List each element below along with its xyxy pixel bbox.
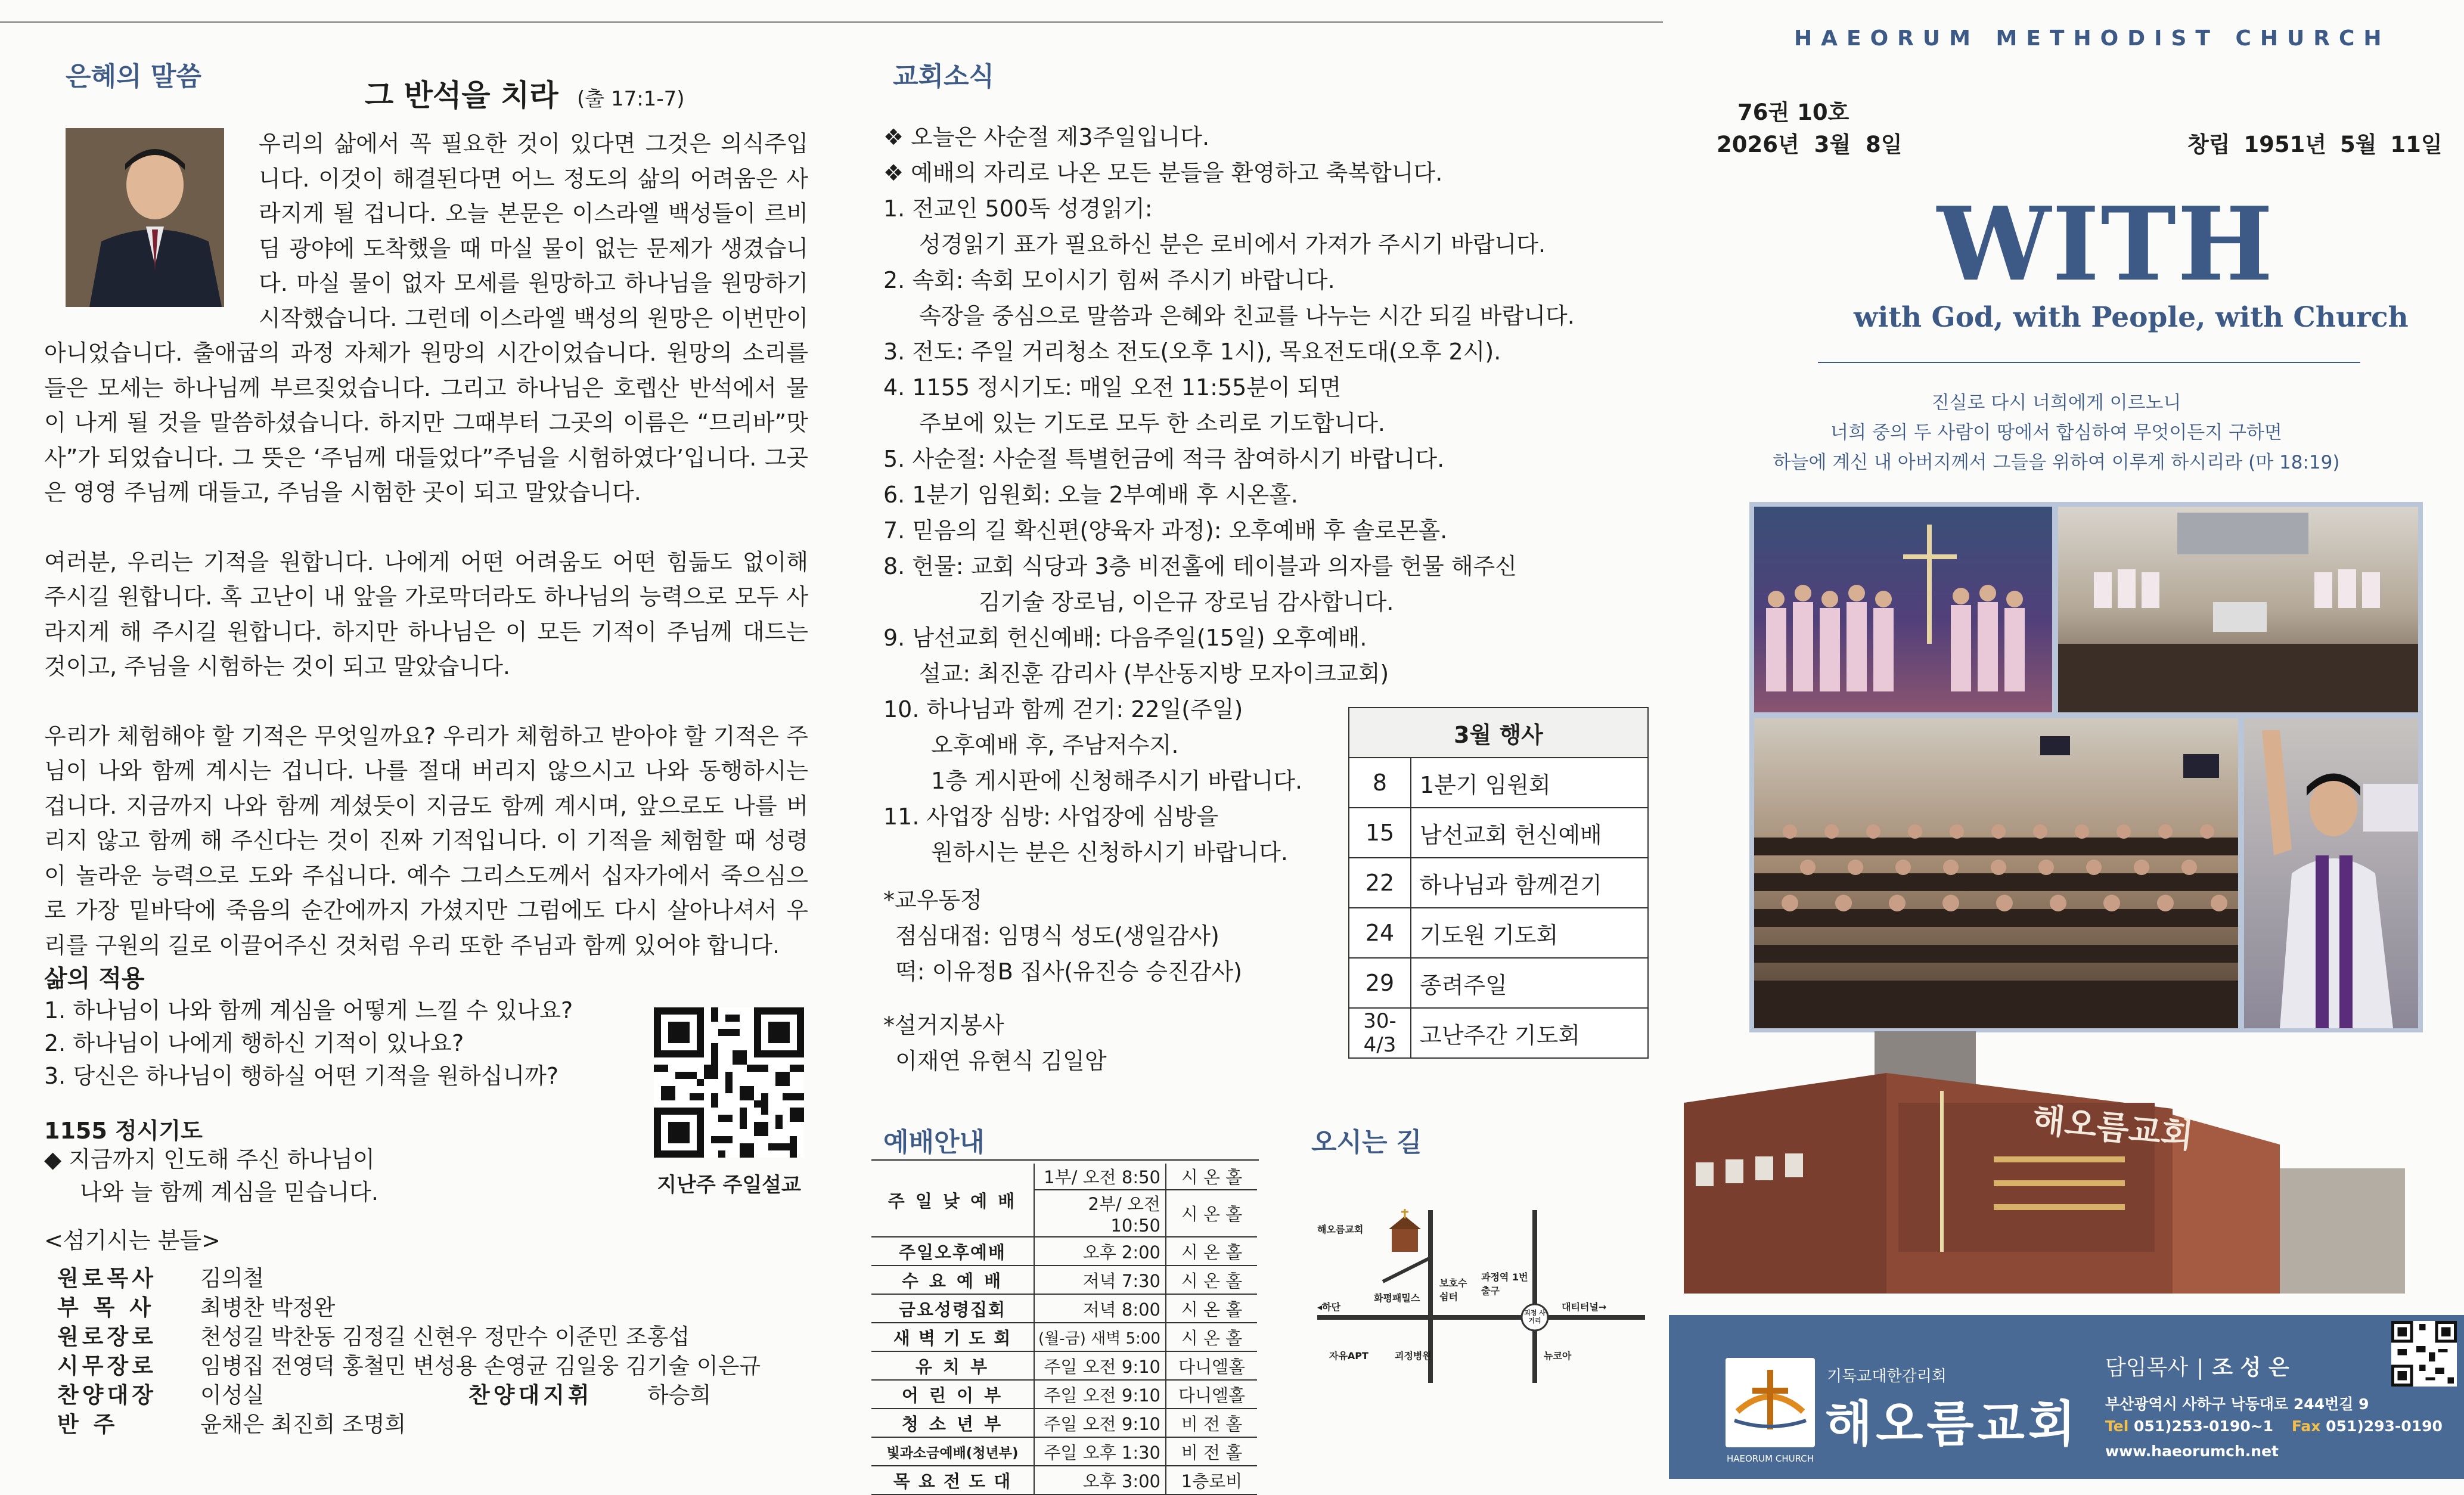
- map-label-intersection: 괴정 사거리: [1524, 1309, 1546, 1325]
- servant-row: 반 주 윤채은 최진희 조명희: [57, 1412, 406, 1437]
- news-item: 속장을 중심으로 말씀과 은혜와 친교를 나누는 시간 되길 바랍니다.: [919, 303, 1575, 329]
- sermon-ref: (출 17:1-7): [577, 87, 685, 111]
- events-table: [1348, 707, 1649, 1059]
- event-row: 22 하나님과 함께걷기: [1349, 858, 1648, 908]
- choir-role: 찬양대지휘: [468, 1382, 593, 1408]
- verse-line: 너희 중의 두 사람이 땅에서 합심하여 무엇이든지 구하면: [1830, 422, 2282, 443]
- website[interactable]: www.haeorumch.net: [2105, 1443, 2279, 1460]
- church-logo: [1726, 1358, 1815, 1447]
- church-building-image: [1684, 1031, 2459, 1317]
- fellowship-title: *교우동정: [883, 887, 982, 913]
- news-item: 주보에 있는 기도로 모두 한 소리로 기도합니다.: [919, 410, 1386, 436]
- map-label-jayu: 자유APT: [1329, 1350, 1368, 1361]
- news-item: 설교: 최진훈 감리사 (부산동지방 모자이크교회): [919, 660, 1389, 687]
- news-item: 10. 하나님과 함께 걷기: 22일(주일): [883, 696, 1243, 722]
- founded-date: 창립 1951년 5월 11일: [2187, 132, 2443, 157]
- footer-church-name: 해오름교회: [1825, 1396, 2080, 1453]
- sermon-paragraph-1: 우리의 삶에서 꼭 필요한 것이 있다면 그것은 의식주입니다. 이것이 해결된다면 어느 정도의 삶의 어려움은 사라지게 될 겁니다. 오늘 본문은 이스라엘 백성들이 르비딤 광야에 도착했을 때 마실 물이 없는 문제가 생겼습니다. 마실 물이 없자 모세를 원망하고 하나님을 원망하기 시작했습니다. 그런데 이스라엘 백성의 원망은 이번만이 아니었습니다. 출애굽의 과정 자체가 원망의 시간이었습니다. 원망의 소리를 들은 모세는 하나님께 부르짖었습니다. 그리고 하나님은 호렙산 반석에서 물이 나게 될 것을 말씀하셨습니다. 하지만 그때부터 그곳의 이름은 “므리바”맛사”가 되었습니다. 그 뜻은 ‘주님께 대들었다”주님을 시험하였다’입니다. 그곳은 영영 주님께 대들고, 주님을 시험한 곳이 되고 말았습니다.: [44, 131, 808, 505]
- worship-row: 새 벽 기 도 회 (월-금) 새벽 5:00 시 온 홀: [871, 1323, 1257, 1351]
- pastor-line: 담임목사 | 조 성 은: [2105, 1356, 2289, 1380]
- sermon-title: 그 반석을 치라 (출 17:1-7): [365, 78, 685, 113]
- worship-table: [871, 1164, 1257, 1495]
- news-item: 4. 1155 정시기도: 매일 오전 11:55분이 되면: [883, 374, 1342, 401]
- news-item: 5. 사순절: 사순절 특별헌금에 적극 참여하시기 바랍니다.: [883, 446, 1445, 472]
- photo-collage: [1749, 502, 2423, 1032]
- fellowship-section: *교우동정 점심대접: 임명식 성도(생일감사) 떡: 이유정B 집사(유진승 승진감사) *설거지봉사 이재연 유현식 김일암: [883, 882, 1242, 1079]
- news-item: 11. 사업장 심방: 사업장에 심방을: [883, 804, 1219, 830]
- news-item: 7. 믿음의 길 확신편(양육자 과정): 오후예배 후 솔로몬홀.: [883, 517, 1448, 544]
- church-address: 부산광역시 사하구 낙동대로 244번길 9: [2105, 1395, 2369, 1413]
- dish-title: *설거지봉사: [883, 1012, 1004, 1038]
- worship-rule: [871, 1159, 1259, 1161]
- preacher-photo: [2244, 718, 2418, 1028]
- event-row: 15 남선교회 헌신예배: [1349, 808, 1648, 858]
- event-row: 24 기도원 기도회: [1349, 908, 1648, 958]
- directions-map: [1311, 1192, 1645, 1383]
- news-item: 6. 1분기 임원회: 오늘 2부예배 후 시온홀.: [883, 482, 1298, 508]
- top-rule: [0, 21, 1663, 23]
- news-item: 2. 속회: 속회 모이시기 힘써 주시기 바랍니다.: [883, 267, 1335, 293]
- map-label-plaza: 화평패밀스: [1374, 1292, 1420, 1304]
- application-title: 삶의 적용: [44, 965, 145, 992]
- event-row: 30-4/3 고난주간 기도회: [1349, 1008, 1648, 1058]
- worship-row: 청 소 년 부 주일 오전 9:10 비 전 홀: [871, 1409, 1257, 1437]
- sermon-qr-code[interactable]: [654, 1007, 804, 1158]
- footer-denomination: 기독교대한감리회: [1827, 1367, 1947, 1385]
- news-item: ❖ 오늘은 사순절 제3주일입니다.: [883, 124, 1210, 150]
- map-label-newkorea: 뉴코아: [1544, 1350, 1572, 1361]
- prayer-title: 1155 정시기도: [44, 1118, 203, 1144]
- map-label-gwajeong: 과정역 1번출구: [1481, 1271, 1528, 1297]
- servant-row: 부 목 사 최병찬 박정완: [57, 1295, 336, 1320]
- footer-logo-en: HAEORUM CHURCH: [1726, 1453, 1814, 1464]
- servant-row: 시무장로 임병집 전영덕 홍철민 변성용 손영균 김일웅 김기술 이은규: [57, 1353, 761, 1379]
- application-item: 3. 당신은 하나님이 행하실 어떤 기적을 원하십니까?: [44, 1063, 559, 1089]
- dish-names: 이재연 유현식 김일암: [895, 1048, 1107, 1074]
- section-label-directions: 오시는 길: [1311, 1127, 1422, 1158]
- worship-row: 빛과소금예배(청년부) 주일 오후 1:30 비 전 홀: [871, 1437, 1257, 1466]
- application-item: 1. 하나님이 나와 함께 계심을 어떻게 느낄 수 있나요?: [44, 997, 573, 1023]
- verse-line: 하늘에 계신 내 아버지께서 그들을 위하여 이루게 하시리라 (마 18:19): [1773, 452, 2340, 473]
- servant-row: 원로목사 김의철: [57, 1266, 265, 1291]
- choir-photo: [1754, 507, 2052, 712]
- news-item: 3. 전도: 주일 거리청소 전도(오후 1시), 목요전도대(오후 2시).: [883, 339, 1501, 365]
- worship-row: 금요성령집회 저녁 8:00 시 온 홀: [871, 1294, 1257, 1323]
- church-footer: [1669, 1315, 2464, 1479]
- worship-row: 주 일 낮 예 배 1부/ 오전 8:50 시 온 홀: [871, 1164, 1257, 1190]
- events-title: 3월 행사: [1349, 708, 1648, 758]
- with-tagline: with God, with People, with Church: [1854, 301, 2409, 334]
- worship-row: 어 린 이 부 주일 오전 9:10 다니엘홀: [871, 1380, 1257, 1409]
- servant-row: 원로장로 천성길 박찬동 김정길 신현우 정만수 이준민 조홍섭: [57, 1324, 690, 1350]
- servants-list: [57, 1264, 761, 1439]
- news-item: 8. 헌물: 교회 식당과 3층 비전홀에 테이블과 의자를 헌물 해주신: [883, 553, 1517, 579]
- news-item: 김기술 장로님, 이은규 장로님 감사합니다.: [979, 589, 1394, 615]
- map-label-bosu: 보호수 쉼터: [1439, 1277, 1467, 1302]
- sermon-body: [44, 126, 808, 963]
- news-item: 9. 남선교회 헌신예배: 다음주일(15일) 오후예배.: [883, 625, 1367, 651]
- issue-date: 2026년 3월 8일: [1717, 132, 1903, 157]
- application-item: 2. 하나님이 나에게 행하신 기적이 있나요?: [44, 1030, 464, 1056]
- qr-caption: 지난주 주일설교: [657, 1173, 801, 1197]
- with-logo: WITH: [1937, 185, 2274, 304]
- news-item: 원하시는 분은 신청하시기 바랍니다.: [931, 839, 1288, 866]
- map-label-daeti: 대티터널→: [1562, 1301, 1607, 1313]
- worship-row: 주일오후예배 오후 2:00 시 온 홀: [871, 1237, 1257, 1266]
- congregation-photo: [1754, 718, 2238, 1028]
- section-label-news: 교회소식: [893, 61, 995, 92]
- application-list: [44, 994, 573, 1093]
- event-row: 29 종려주일: [1349, 958, 1648, 1008]
- map-label-church: 해오름교회: [1317, 1224, 1364, 1235]
- prayer-text: ◆ 지금까지 인도해 주신 하나님이 나와 늘 함께 계심을 믿습니다.: [44, 1146, 378, 1205]
- sanctuary-photo: [2058, 507, 2418, 712]
- church-name-english: HAEORUM METHODIST CHURCH: [1794, 26, 2391, 51]
- servants-title: <섬기시는 분들>: [44, 1227, 221, 1254]
- tagline-rule: [1818, 362, 2360, 363]
- church-map-icon: [1392, 1228, 1418, 1252]
- servant-row: 찬양대장 이성실 찬양대지휘 하승희: [57, 1381, 761, 1410]
- map-label-hospital: 괴정병원: [1395, 1350, 1432, 1361]
- news-item: 1층 게시판에 신청해주시기 바랍니다.: [931, 768, 1303, 794]
- sermon-paragraph-2: 여러분, 우리는 기적을 원합니다. 나에게 어떤 어려움도 어떤 힘듦도 없이해 주시길 원합니다. 혹 고난이 내 앞을 가로막더라도 하나님의 능력으로 모두 사라지게 해 주시길 원합니다. 하지만 하나님은 이 모든 기적이 주님께 대드는 것이고, 주님을 시험하는 것이 되고 말았습니다.: [44, 548, 808, 680]
- worship-row: 목 요 전 도 대 오후 3:00 1층로비: [871, 1466, 1257, 1494]
- section-label-worship: 예배안내: [883, 1127, 985, 1158]
- worship-row: 2부/ 오전 10:50 시 온 홀: [871, 1190, 1257, 1237]
- worship-row: 유 치 부 주일 오전 9:10 다니엘홀: [871, 1351, 1257, 1380]
- choir-name: 하승희: [647, 1382, 712, 1408]
- verse-line: 진실로 다시 너희에게 이르노니: [1931, 392, 2181, 414]
- news-item: 오후예배 후, 주남저수지.: [931, 732, 1179, 758]
- news-item: ❖ 예배의 자리로 나온 모든 분들을 환영하고 축복합니다.: [883, 160, 1443, 186]
- section-label-sermon: 은혜의 말씀: [66, 61, 201, 92]
- map-label-hadan: ◂하단: [1317, 1301, 1340, 1313]
- building-sign: 해오름교회: [2030, 1100, 2195, 1156]
- event-row: 8 1분기 임원회: [1349, 758, 1648, 808]
- footer-qr-code[interactable]: [2391, 1321, 2457, 1387]
- worship-row: 수 요 예 배 저녁 7:30 시 온 홀: [871, 1266, 1257, 1294]
- news-item: 성경읽기 표가 필요하신 분은 로비에서 가져가 주시기 바랍니다.: [919, 231, 1546, 258]
- sermon-paragraph-3: 우리가 체험해야 할 기적은 무엇일까요? 우리가 체험하고 받아야 할 기적은 주님이 나와 함께 계시는 겁니다. 나를 절대 버리지 않으시고 나와 동행하시는 겁니다. 지금까지 나와 함께 계셨듯이 지금도 함께 계시며, 앞으로도 나를 버리지 않고 함께 해 주신다는 것이 진짜 기적입니다. 이 기적을 체험할 때 성령이 놀라운 능력으로 도와 주십니다. 예수 그리스도께서 십자가에서 죽으심으로 가장 밑바닥에 죽음의 순간에까지 가셨지만 그럼에도 다시 살아나셔서 우리를 구원의 길로 이끌어주신 것처럼 우리 또한 주님과 함께 있어야 합니다.: [44, 722, 808, 959]
- volume: 76권 10호: [1737, 100, 1849, 125]
- news-item: 1. 전교인 500독 성경읽기:: [883, 196, 1153, 222]
- contact-line: Tel 051)253-0190~1 Fax 051)293-0190: [2105, 1418, 2443, 1435]
